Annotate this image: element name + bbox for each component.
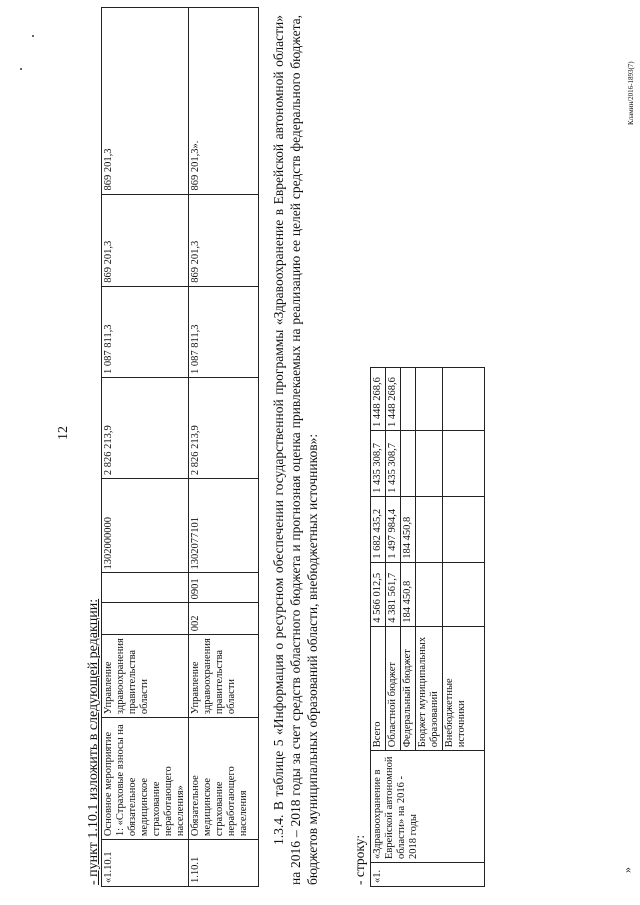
cell-program: «Здравоохранение в Еврейской автономной области» на 2016 - 2018 годы: [371, 751, 485, 863]
cell-csr: 1302000000: [102, 479, 189, 573]
cell-2017: 1 435 308,7: [371, 430, 386, 496]
cell-total: 2 826 213,9: [189, 378, 259, 479]
cell-executor: Управление здравоохранения правительства области: [189, 635, 259, 718]
cell-total: 4 566 012,5: [371, 562, 386, 626]
cell-2018: 1 448 268,6: [386, 368, 401, 431]
footer-code: Кламин/2016-1893(7): [627, 61, 635, 125]
cell-2017: 869 201,3: [102, 194, 189, 286]
table-row: [371, 368, 386, 887]
cell-2016: 1 497 984,4: [386, 496, 401, 562]
cell-2017: 1 435 308,7: [386, 430, 401, 496]
cell-2017: [401, 430, 416, 496]
cell-grbs: [102, 603, 189, 635]
cell-2018: 1 448 268,6: [371, 368, 386, 431]
cell-2016: [443, 496, 485, 562]
section-paragraph: 1.3.4. В таблице 5 «Информация о ресурсном обеспечении государственной программы «Здравоохранение в Еврейской автономной области» на 2016 – 2018 годы за счет средств областного бюджета и прогнозная оценка привлекаемых на реализацию ее целей средств федерального бюджета, бюджетов муниципальных образований области, внебюджетных источников»:: [271, 15, 320, 885]
cell-2016: 1 682 435,2: [371, 496, 386, 562]
cell-2018: [401, 368, 416, 431]
cell-total: [443, 562, 485, 626]
table-measures: [101, 7, 259, 887]
cell-2018: [443, 368, 485, 431]
cell-number: «1.: [371, 863, 485, 887]
cell-source: Областной бюджет: [386, 626, 401, 751]
cell-name: Обязательное медицинское страхование неработающего населения: [189, 718, 259, 840]
cell-csr: 1302077101: [189, 479, 259, 573]
cell-2016: 1 087 811,3: [102, 286, 189, 377]
cell-total: 184 450,8: [401, 562, 416, 626]
closing-quote: »: [620, 867, 634, 873]
cell-2016: 184 450,8: [401, 496, 416, 562]
cell-2017: [443, 430, 485, 496]
cell-2017: [416, 430, 443, 496]
table-row: [102, 8, 189, 887]
table-resources: [370, 367, 485, 887]
cell-total: 2 826 213,9: [102, 378, 189, 479]
cell-source: Бюджет муниципальных образований: [416, 626, 443, 751]
cell-rzpr: 0901: [189, 573, 259, 603]
cell-source: Внебюджетные источники: [443, 626, 485, 751]
cell-rzpr: [102, 573, 189, 603]
cell-total: [416, 562, 443, 626]
cell-id: 1.10.1: [189, 840, 259, 887]
cell-id: «1.10.1: [102, 840, 189, 887]
point-heading: - пункт 1.10.1 изложить в следующей редакции:: [86, 598, 101, 885]
cell-name: Основное мероприятие 1: «Страховые взносы на обязательное медицинское страхование неработающего населения»: [102, 718, 189, 840]
cell-2018: 869 201,3: [102, 8, 189, 195]
cell-grbs: 002: [189, 603, 259, 635]
cell-2016: [416, 496, 443, 562]
cell-source: Федеральный бюджет: [401, 626, 416, 751]
table-row: [189, 8, 259, 887]
cell-total: 4 381 561,7: [386, 562, 401, 626]
cell-2016: 1 087 811,3: [189, 286, 259, 377]
scan-speck: [32, 35, 34, 37]
cell-2018: 869 201,3».: [189, 8, 259, 195]
page-number: 12: [56, 426, 71, 440]
row-heading: - строку:: [352, 834, 367, 885]
cell-2018: [416, 368, 443, 431]
cell-executor: Управление здравоохранения правительства области: [102, 635, 189, 718]
cell-2017: 869 201,3: [189, 194, 259, 286]
scan-speck: [20, 68, 22, 70]
cell-source: Всего: [371, 626, 386, 751]
